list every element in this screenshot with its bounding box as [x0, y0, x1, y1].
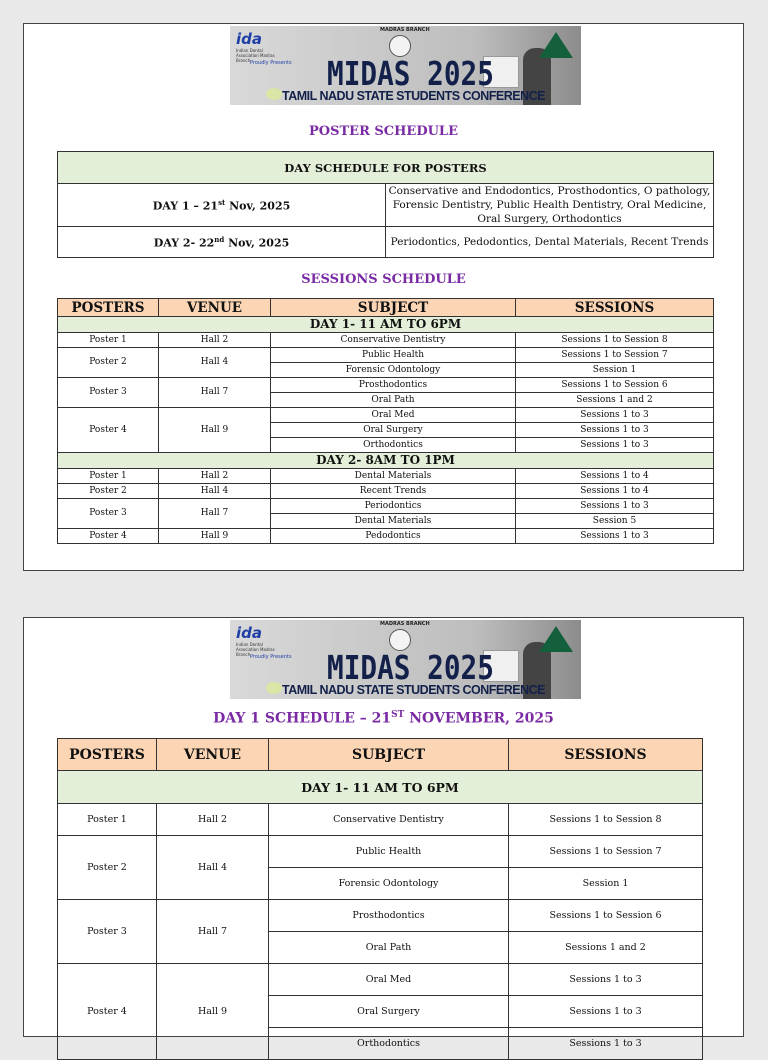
day-label-row	[58, 317, 714, 333]
subject-cell: Oral Med	[271, 408, 516, 423]
poster-schedule-heading: POSTER SCHEDULE	[309, 124, 458, 139]
sessions-cell: Session 5	[516, 514, 714, 529]
poster-cell: Poster 2	[58, 836, 157, 900]
column-header-sessions: SESSIONS	[509, 739, 703, 771]
table-row	[58, 804, 703, 836]
sessions-cell: Session 1	[509, 868, 703, 900]
table-row	[58, 529, 714, 544]
banner-subtitle: TAMIL NADU STATE STUDENTS CONFERENCE	[282, 683, 546, 697]
day-subjects: Periodontics, Pedodontics, Dental Materials, Recent Trends	[386, 227, 714, 258]
banner-subtitle: TAMIL NADU STATE STUDENTS CONFERENCE	[282, 89, 546, 103]
subject-cell: Conservative Dentistry	[271, 333, 516, 348]
sessions-cell: Sessions 1 to Session 6	[516, 378, 714, 393]
document-page-2	[23, 617, 744, 1049]
venue-cell: Hall 9	[157, 964, 269, 1060]
poster-cell: Poster 3	[58, 900, 157, 964]
sessions-cell: Sessions 1 to Session 7	[509, 836, 703, 868]
venue-cell: Hall 4	[159, 484, 271, 499]
day-time-label: DAY 1- 11 AM TO 6PM	[58, 771, 703, 804]
day-time-label: DAY 2- 8AM TO 1PM	[58, 453, 714, 469]
sessions-cell: Sessions 1 to Session 7	[516, 348, 714, 363]
table-row	[58, 227, 714, 258]
poster-cell: Poster 4	[58, 408, 159, 453]
ida-logo-subtext: Indian Dental Association Madras Branch	[236, 642, 275, 657]
subject-cell: Public Health	[269, 836, 509, 868]
poster-cell: Poster 4	[58, 964, 157, 1060]
column-header-sessions: SESSIONS	[516, 299, 714, 317]
day1-sessions-table	[57, 738, 703, 1060]
venue-cell: Hall 2	[159, 333, 271, 348]
venue-cell: Hall 9	[159, 408, 271, 453]
sessions-cell: Sessions 1 to 3	[509, 964, 703, 996]
poster-cell: Poster 1	[58, 804, 157, 836]
subject-cell: Forensic Odontology	[271, 363, 516, 378]
sessions-cell: Sessions 1 and 2	[516, 393, 714, 408]
venue-cell: Hall 7	[159, 378, 271, 408]
day-label-row	[58, 771, 703, 804]
day-label-row	[58, 453, 714, 469]
subject-cell: Prosthodontics	[269, 900, 509, 932]
table-row	[58, 484, 714, 499]
table-row	[58, 499, 714, 514]
sessions-cell: Sessions 1 and 2	[509, 932, 703, 964]
sessions-cell: Sessions 1 to 4	[516, 469, 714, 484]
banner-title: MIDAS 2025	[327, 54, 494, 93]
sessions-cell: Sessions 1 to 3	[516, 438, 714, 453]
poster-cell: Poster 1	[58, 469, 159, 484]
subject-cell: Oral Med	[269, 964, 509, 996]
conference-banner	[230, 620, 581, 699]
venue-cell: Hall 7	[157, 900, 269, 964]
table-row	[58, 378, 714, 393]
association-badge-icon	[539, 626, 573, 652]
sessions-schedule-heading: SESSIONS SCHEDULE	[301, 272, 466, 287]
venue-cell: Hall 4	[159, 348, 271, 378]
branch-arc-text: MADRAS BRANCH	[380, 27, 430, 33]
poster-cell: Poster 3	[58, 499, 159, 529]
day-label: DAY 2- 22nd Nov, 2025	[58, 227, 386, 258]
day-schedule-header: DAY SCHEDULE FOR POSTERS	[58, 152, 714, 184]
sessions-cell: Sessions 1 to 3	[516, 408, 714, 423]
tennis-ball-image	[266, 88, 282, 100]
venue-cell: Hall 4	[157, 836, 269, 900]
ida-logo: ida	[236, 30, 263, 48]
column-header-subject: SUBJECT	[271, 299, 516, 317]
day-label: DAY 1 – 21st Nov, 2025	[58, 184, 386, 227]
table-row	[58, 469, 714, 484]
sessions-cell: Sessions 1 to Session 8	[509, 804, 703, 836]
venue-cell: Hall 2	[157, 804, 269, 836]
day-schedule-table	[57, 151, 714, 258]
subject-cell: Orthodontics	[271, 438, 516, 453]
poster-cell: Poster 2	[58, 348, 159, 378]
sessions-cell: Session 1	[516, 363, 714, 378]
column-header-venue: VENUE	[159, 299, 271, 317]
day1-sessions-table-body	[58, 771, 703, 1060]
sessions-table-body	[58, 317, 714, 544]
day-subjects: Conservative and Endodontics, Prosthodontics, O pathology, Forensic Dentistry, Public Health Dentistry, Oral Medicine, Oral Surgery, Orthodontics	[386, 184, 714, 227]
sessions-cell: Sessions 1 to Session 6	[509, 900, 703, 932]
column-header-posters: POSTERS	[58, 299, 159, 317]
poster-cell: Poster 4	[58, 529, 159, 544]
sessions-table	[57, 298, 714, 544]
branch-arc-text: MADRAS BRANCH	[380, 621, 430, 627]
table-row	[58, 408, 714, 423]
venue-cell: Hall 9	[159, 529, 271, 544]
tennis-ball-image	[266, 682, 282, 694]
banner-title: MIDAS 2025	[327, 648, 494, 687]
document-page-1	[23, 23, 744, 571]
table-row	[58, 900, 703, 932]
table-row	[58, 348, 714, 363]
table-row	[58, 333, 714, 348]
subject-cell: Oral Path	[269, 932, 509, 964]
sessions-cell: Sessions 1 to Session 8	[516, 333, 714, 348]
sessions-cell: Sessions 1 to 3	[509, 996, 703, 1028]
subject-cell: Oral Surgery	[271, 423, 516, 438]
sessions-cell: Sessions 1 to 3	[516, 529, 714, 544]
subject-cell: Orthodontics	[269, 1028, 509, 1060]
subject-cell: Oral Surgery	[269, 996, 509, 1028]
subject-cell: Recent Trends	[271, 484, 516, 499]
column-header-posters: POSTERS	[58, 739, 157, 771]
conference-banner	[230, 26, 581, 105]
subject-cell: Forensic Odontology	[269, 868, 509, 900]
proudly-presents-text: Proudly Presents	[250, 654, 292, 660]
venue-cell: Hall 2	[159, 469, 271, 484]
subject-cell: Prosthodontics	[271, 378, 516, 393]
day-time-label: DAY 1- 11 AM TO 6PM	[58, 317, 714, 333]
table-row	[58, 964, 703, 996]
subject-cell: Dental Materials	[271, 514, 516, 529]
column-header-venue: VENUE	[157, 739, 269, 771]
proudly-presents-text: Proudly Presents	[250, 60, 292, 66]
column-header-subject: SUBJECT	[269, 739, 509, 771]
sessions-cell: Sessions 1 to 4	[516, 484, 714, 499]
venue-cell: Hall 7	[159, 499, 271, 529]
subject-cell: Dental Materials	[271, 469, 516, 484]
association-badge-icon	[539, 32, 573, 58]
table-row	[58, 836, 703, 868]
subject-cell: Public Health	[271, 348, 516, 363]
sessions-cell: Sessions 1 to 3	[516, 423, 714, 438]
subject-cell: Conservative Dentistry	[269, 804, 509, 836]
sessions-cell: Sessions 1 to 3	[509, 1028, 703, 1060]
day1-schedule-heading: DAY 1 SCHEDULE – 21ST NOVEMBER, 2025	[213, 710, 554, 727]
subject-cell: Periodontics	[271, 499, 516, 514]
poster-cell: Poster 1	[58, 333, 159, 348]
poster-cell: Poster 3	[58, 378, 159, 408]
sessions-cell: Sessions 1 to 3	[516, 499, 714, 514]
ida-logo: ida	[236, 624, 263, 642]
subject-cell: Pedodontics	[271, 529, 516, 544]
table-row	[58, 184, 714, 227]
ida-logo-subtext: Indian Dental Association Madras Branch	[236, 48, 275, 63]
poster-cell: Poster 2	[58, 484, 159, 499]
subject-cell: Oral Path	[271, 393, 516, 408]
